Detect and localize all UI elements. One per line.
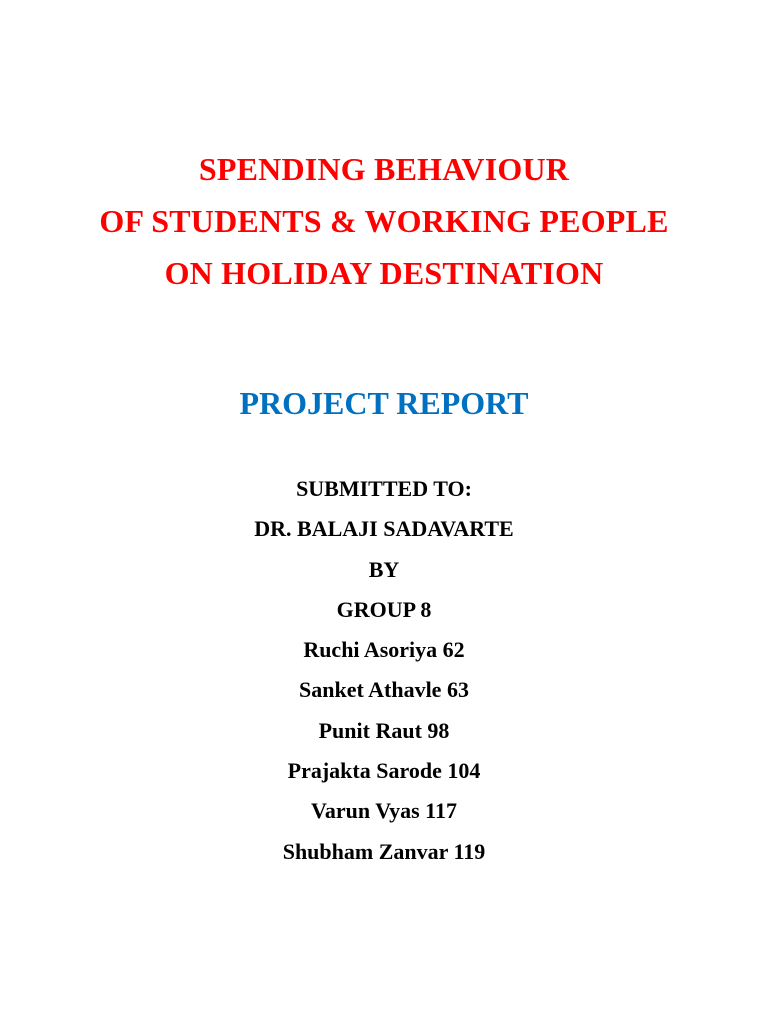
member-item: Ruchi Asoriya 62: [303, 637, 465, 663]
report-title: [0, 143, 768, 299]
title-line-3: ON HOLIDAY DESTINATION: [164, 255, 604, 291]
group-name: GROUP 8: [336, 596, 432, 622]
report-subtitle: PROJECT REPORT: [239, 385, 529, 421]
submitted-to-label: SUBMITTED TO:: [296, 476, 472, 501]
member-item: Punit Raut 98: [318, 717, 450, 743]
member-item: Prajakta Sarode 104: [287, 758, 481, 784]
member-item: Shubham Zanvar 119: [282, 838, 486, 864]
member-item: Sanket Athavle 63: [299, 677, 469, 703]
submission-details: [0, 469, 768, 872]
supervisor-name: DR. BALAJI SADAVARTE: [254, 516, 514, 542]
member-item: Varun Vyas 117: [311, 798, 457, 824]
title-line-1: SPENDING BEHAVIOUR: [198, 151, 570, 187]
title-line-2: OF STUDENTS & WORKING PEOPLE: [99, 203, 669, 239]
by-label: BY: [368, 556, 400, 582]
